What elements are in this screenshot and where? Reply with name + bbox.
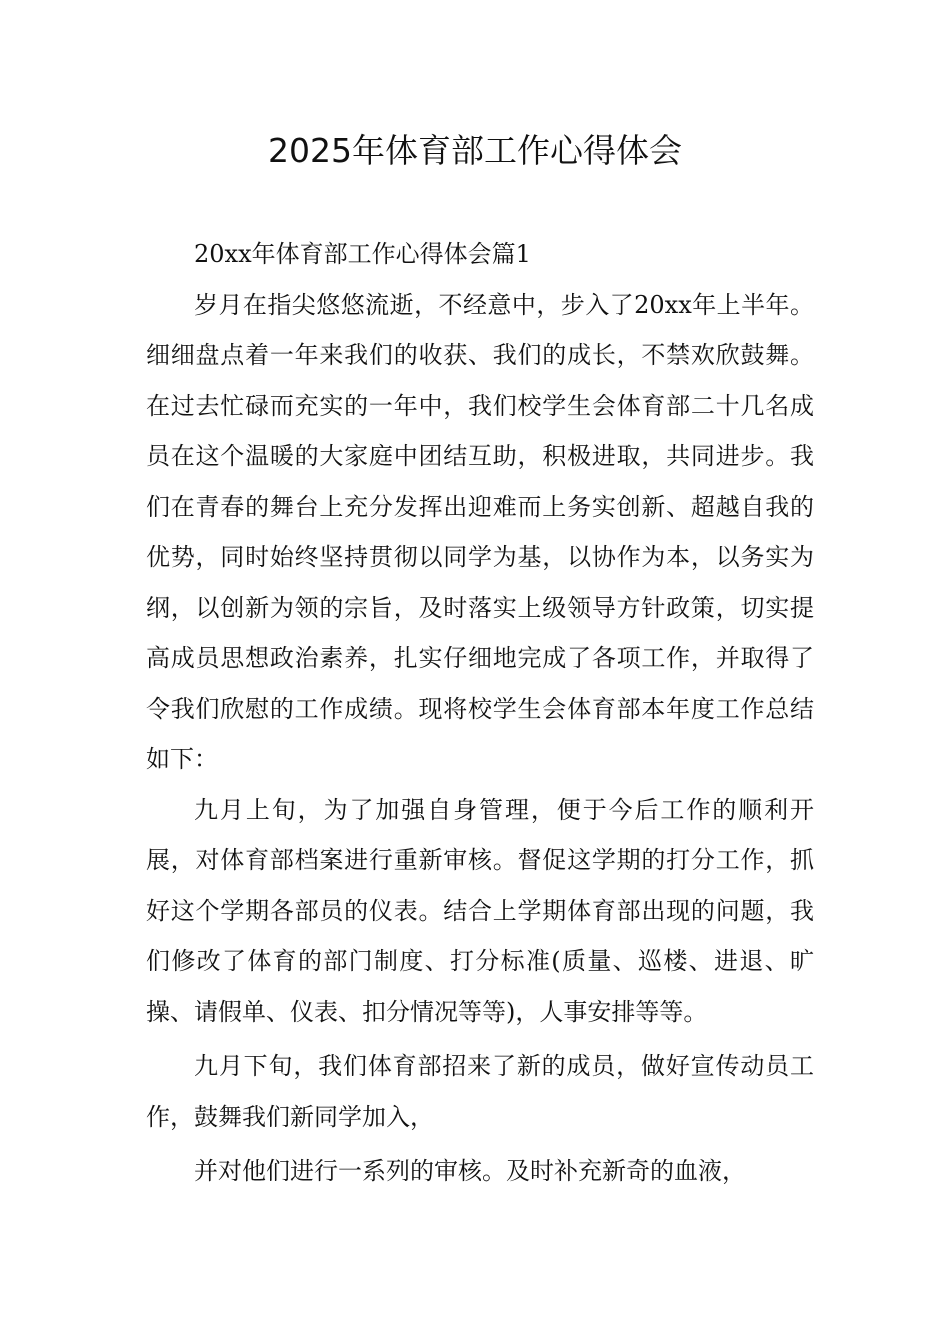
paragraph-september-early: 九月上旬，为了加强自身管理，便于今后工作的顺利开展，对体育部档案进行重新审核。督促这学期的打分工作，抓好这个学期各部员的仪表。结合上学期体育部出现的问题，我们修改了体育的部门制度、打分标准(质量、巡楼、进退、旷操、请假单、仪表、扣分情况等等)，人事安排等等。 xyxy=(146,795,814,1026)
paragraph-intro: 岁月在指尖悠悠流逝，不经意中，步入了20xx年上半年。细细盘点着一年来我们的收获、我们的成长，不禁欢欣鼓舞。在过去忙碌而充实的一年中，我们校学生会体育部二十几名成员在这个温暖的大家庭中团结互助，积极进取，共同进步。我们在青春的舞台上充分发挥出迎难而上务实创新、超越自我的优势，同时始终坚持贯彻以同学为基，以协作为本，以务实为纲，以创新为领的宗旨，及时落实上级领导方针政策，切实提高成员思想政治素养，扎实仔细地完成了各项工作，并取得了令我们欣慰的工作成绩。现将校学生会体育部本年度工作总结如下： xyxy=(146,290,814,773)
section-heading: 20xx年体育部工作心得体会篇1 xyxy=(194,240,531,268)
paragraph-september-late: 九月下旬，我们体育部招来了新的成员，做好宣传动员工作，鼓舞我们新同学加入， xyxy=(146,1052,814,1131)
document-title: 2025年体育部工作心得体会 xyxy=(268,131,682,170)
document-body xyxy=(146,229,814,1197)
paragraph-review: 并对他们进行一系列的审核。及时补充新奇的血液， xyxy=(194,1157,746,1185)
